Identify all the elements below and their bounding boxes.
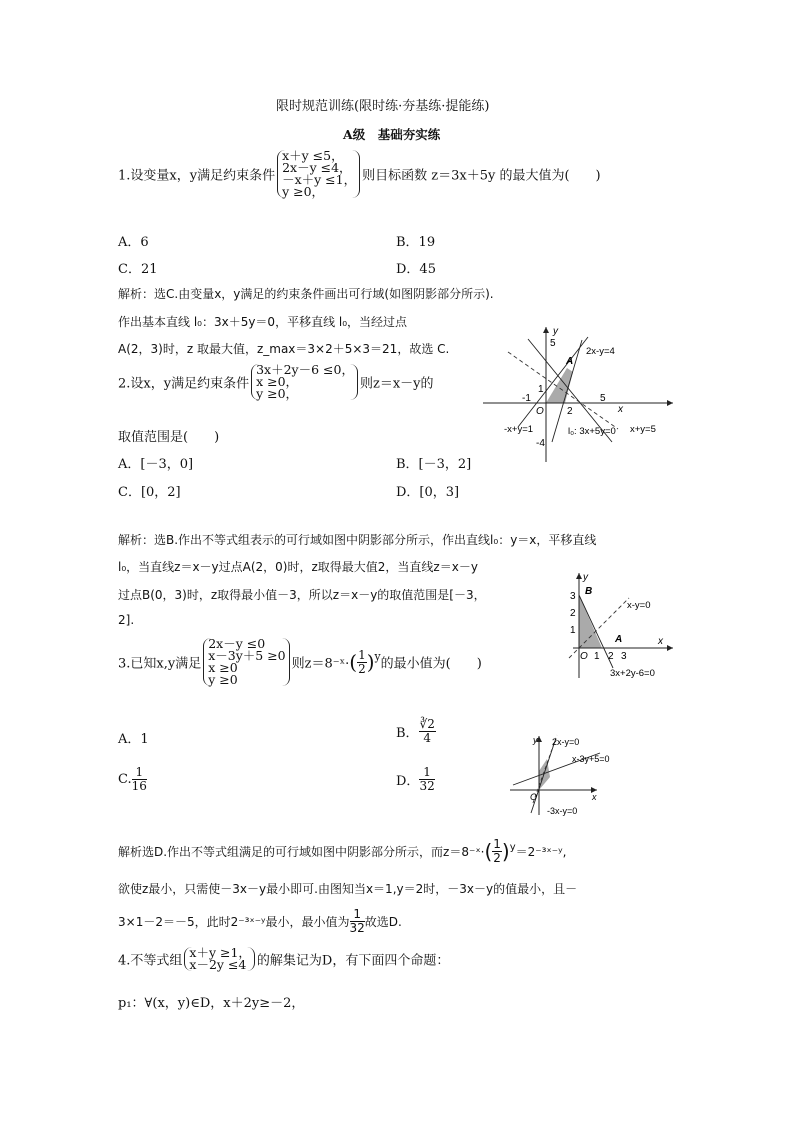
q2-label-x: x [658, 636, 663, 647]
question-1 [118, 150, 601, 198]
q3-option-b-label: B． [396, 726, 419, 741]
q1-x-arrow [667, 400, 673, 406]
q3-option-c-den: 16 [131, 779, 147, 793]
q1-label-yneg4: -4 [536, 438, 545, 449]
q3-option-d-den: 32 [419, 779, 435, 793]
q3-paren-open: ( [349, 650, 358, 674]
q3-sol-min-num: 1 [350, 908, 365, 922]
q1-constraint-1: x＋y ≤5， [282, 148, 344, 163]
q3-label-x: x [592, 792, 597, 802]
q3-label-2x-y-0: 2x-y=0 [552, 737, 580, 747]
q3-option-b-den: 4 [423, 731, 432, 745]
q1-constraint-4: y ≥0， [282, 184, 325, 199]
q2-solution-line-3: 过点B(0，3)时，z取得最小值－3，所以z＝x－y的取值范围是[－3， [118, 588, 486, 602]
q3-option-c [118, 766, 147, 793]
q3-pow: y [374, 650, 381, 664]
q3-constraint-4: y ≥0 [208, 672, 238, 687]
q2-x-arrow [667, 645, 673, 651]
q1-label-x: x [618, 404, 623, 415]
q3-solution-l1b: ＝2⁻³ˣ⁻ʸ, [515, 845, 567, 859]
q2-option-c: C．[0，2] [118, 485, 181, 500]
q1-label-l0: l₀: 3x+5y=0 [568, 426, 616, 437]
q2-label-y3: 3 [570, 591, 576, 602]
q3-solution-l1a: 解析选D.作出不等式组满足的可行域如图中阴影部分所示，而z＝8⁻ˣ· [118, 845, 485, 859]
q3-label-neg3x-y-0: -3x-y=0 [547, 806, 578, 816]
question-3 [118, 638, 482, 686]
q2-label-o: O [580, 651, 588, 662]
q1-solution-line-2: 作出基本直线 l₀：3x＋5y＝0，平移直线 l₀，当经过点 [118, 315, 408, 329]
q1-solution-line-1: 解析：选C.由变量x，y满足的约束条件画出可行域(如图阴影部分所示). [118, 287, 494, 301]
q1-label-x5: 5 [600, 393, 606, 404]
q1-graph [478, 322, 678, 467]
q1-label-x2: 2 [567, 406, 573, 417]
q3-constraints [203, 638, 289, 686]
q3-sol-frac-den: 2 [493, 851, 501, 865]
q3-option-d-frac [419, 766, 434, 793]
q3-solution-line-1 [118, 838, 566, 865]
q2-label-x1: 1 [594, 651, 600, 662]
q2-label-a: A [615, 634, 623, 645]
q1-suffix: 则目标函数 z＝3x＋5y 的最大值为( ) [362, 168, 601, 184]
q2-constraints [251, 364, 358, 400]
q1-label-x-y-5: x+y=5 [630, 424, 656, 435]
q3-label-x-3y-5: x-3y+5=0 [572, 754, 610, 764]
q1-label-2x-y-4: 2x-y=4 [586, 346, 615, 357]
q2-line-2: 取值范围是( ) [118, 430, 220, 445]
q2-suffix: 则z＝x－y的 [359, 376, 434, 392]
section-level: A级 基础夯实练 [343, 127, 441, 142]
q1-y-arrow [543, 327, 549, 333]
q3-option-c-num: 1 [132, 766, 147, 780]
q3-option-c-frac [132, 766, 147, 793]
q1-constraint-2: 2x－y ≤4， [282, 160, 352, 175]
q1-label-y: y [553, 326, 558, 337]
q2-label-y1: 1 [570, 625, 576, 636]
q2-y-arrow [576, 573, 582, 579]
q1-label-y1: 1 [538, 384, 544, 395]
q3-solution-l3a: 3×1－2＝－5，此时2⁻³ˣ⁻ʸ最小，最小值为 [118, 915, 350, 929]
q3-option-b [396, 718, 436, 745]
q3-suffix: 的最小值为( ) [380, 656, 482, 672]
q3-sol-paren-open: ( [484, 839, 493, 864]
q2-solution-line-2: l₀，当直线z＝x－y过点A(2，0)时，z取得最大值2，当直线z＝x－y [118, 560, 478, 574]
q3-constraint-3: x ≥0 [208, 660, 238, 675]
q4-proposition-p1: p₁：∀(x，y)∈D，x＋2y≥－2， [118, 996, 305, 1011]
q4-prefix: 4.不等式组 [118, 953, 183, 969]
q3-mid: 则z＝8⁻ˣ· [291, 656, 350, 672]
q1-label-neg-x-y-1: -x+y=1 [504, 424, 534, 435]
q3-label-o: O [530, 792, 538, 802]
q4-constraints [184, 947, 255, 971]
q1-label-a: A [566, 356, 574, 367]
q1-option-b: B．19 [396, 235, 436, 250]
q3-solution-line-3 [118, 908, 402, 935]
q4-constraint-2: x－2y ≤4 [189, 957, 247, 972]
q1-option-d: D．45 [396, 262, 436, 277]
q2-label-x3: 3 [621, 651, 627, 662]
q1-prefix: 1.设变量x，y满足约束条件 [118, 168, 276, 184]
q2-constraint-2: x ≥0， [256, 374, 299, 389]
q3-option-d [396, 766, 435, 793]
q3-sol-paren-close: ) [501, 839, 510, 864]
q3-sol-frac-num: 1 [493, 837, 501, 851]
question-2 [118, 364, 434, 400]
q2-constraint-3: y ≥0， [256, 386, 299, 401]
q3-sol-min-den: 32 [349, 921, 365, 935]
q2-label-y2: 2 [570, 608, 576, 619]
q3-sol-fraction [492, 838, 502, 865]
question-4 [118, 947, 449, 971]
q3-option-b-frac [419, 718, 436, 745]
q4-constraint-1: x＋y ≥1， [189, 945, 251, 960]
q3-option-d-label: D． [396, 774, 420, 789]
page-title: 限时规范训练(限时练·夯基练·提能练) [276, 99, 490, 114]
q1-label-y5: 5 [550, 338, 556, 349]
q2-label-y: y [583, 572, 588, 583]
q2-option-a: A．[－3，0] [118, 457, 194, 472]
q1-constraints [277, 150, 360, 198]
q3-solution-line-2: 欲使z最小，只需使－3x－y最小即可.由图知当x＝1,y＝2时，－3x－y的值最小，且－ [118, 882, 578, 896]
q2-label-x2: 2 [608, 651, 614, 662]
q1-label-xneg1: -1 [522, 393, 531, 404]
q3-constraint-1: 2x－y ≤0 [208, 636, 266, 651]
q2-label-x-y-0: x-y=0 [627, 600, 651, 611]
q4-suffix: 的解集记为D，有下面四个命题： [256, 953, 450, 969]
q3-option-c-label: C. [118, 772, 132, 787]
q1-line-neg-x-plus-y-1 [518, 337, 588, 427]
q2-prefix: 2.设x，y满足约束条件 [118, 376, 250, 392]
q1-label-o: O [536, 406, 544, 417]
q1-option-c: C．21 [118, 262, 158, 277]
q3-fraction [357, 649, 367, 676]
q1-constraint-3: －x＋y ≤1， [282, 172, 357, 187]
q3-label-y: y [533, 735, 538, 745]
q3-sol-pow: y [509, 842, 516, 853]
q3-frac-num: 1 [358, 647, 366, 662]
q2-label-b: B [585, 586, 593, 597]
q2-label-3x2y6: 3x+2y-6=0 [610, 668, 655, 679]
q3-constraint-2: x－3y＋5 ≥0 [208, 648, 286, 663]
q1-option-a: A．6 [118, 235, 149, 250]
q3-paren-close: ) [366, 650, 375, 674]
q2-solution-line-4: 2]. [118, 613, 135, 627]
q2-solution-line-1: 解析：选B.作出不等式组表示的可行域如图中阴影部分所示，作出直线l₀：y＝x，平移直线 [118, 533, 597, 547]
q3-option-a: A．1 [118, 732, 149, 747]
q3-option-b-num: ∛2 [419, 717, 435, 731]
q2-line-x-y-0 [569, 598, 629, 658]
q3-prefix: 3.已知x,y满足 [118, 656, 202, 672]
q2-constraint-1: 3x＋2y－6 ≤0， [256, 362, 354, 377]
q3-sol-min-frac [350, 908, 365, 935]
q3-frac-den: 2 [358, 661, 366, 676]
q3-option-d-num: 1 [419, 766, 434, 780]
q3-solution-l3b: 故选D. [364, 915, 402, 929]
q2-option-d: D．[0，3] [396, 485, 460, 500]
q3-graph [505, 733, 635, 818]
q2-option-b: B．[－3，2] [396, 457, 472, 472]
q1-solution-line-3: A(2，3)时，z 取最大值，z_max＝3×2＋5×3＝21，故选 C. [118, 342, 450, 356]
q2-graph [565, 570, 680, 682]
